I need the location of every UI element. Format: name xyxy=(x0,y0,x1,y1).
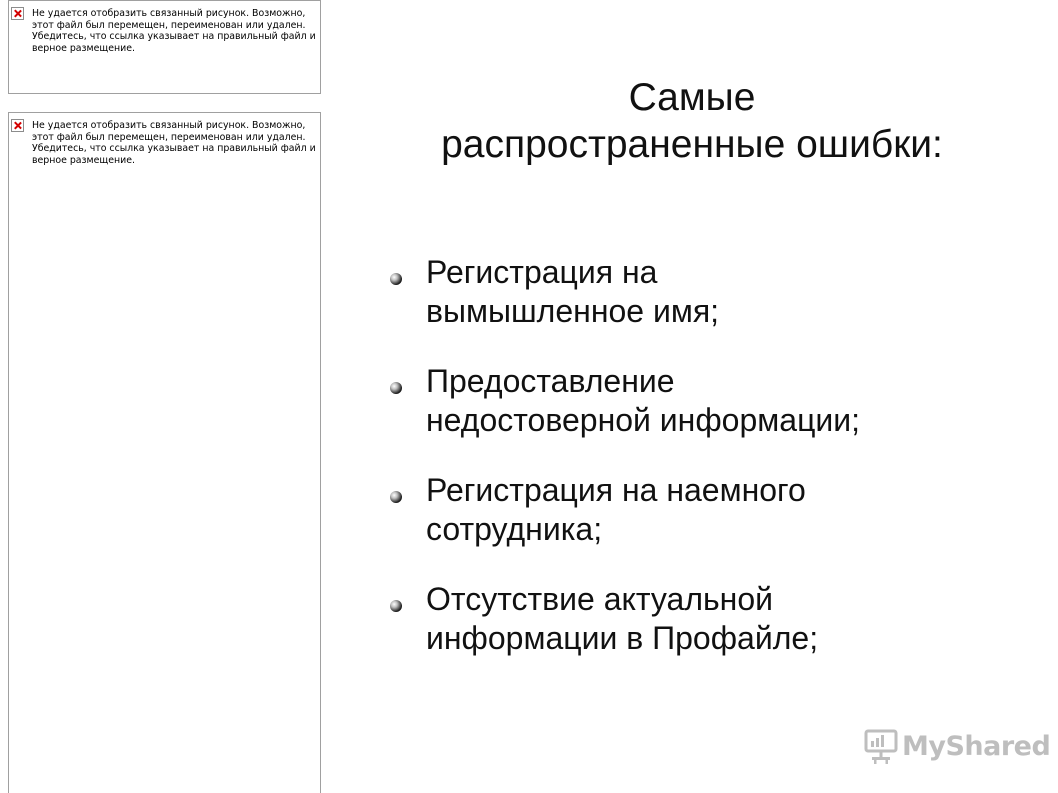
broken-image-placeholder xyxy=(8,0,321,94)
bullet-icon xyxy=(390,273,402,285)
broken-image-icon xyxy=(11,119,24,132)
bullet-text-line: Предоставление xyxy=(426,363,675,399)
placeholder-content xyxy=(11,5,322,54)
bullet-list xyxy=(390,253,1050,689)
watermark-logo xyxy=(864,728,1050,764)
bullet-text-line: Отсутствие актуальной xyxy=(426,581,773,617)
bullet-text-line: информации в Профайле; xyxy=(426,620,819,656)
watermark-text: MyShared xyxy=(902,730,1051,762)
placeholder-message: Не удается отобразить связанный рисунок. Возможно, этот файл был перемещен, переименован или удален. Убедитесь, что ссылка указывает на правильный файл и верное размещение. xyxy=(32,120,316,166)
bullet-text-line: сотрудника; xyxy=(426,511,603,547)
bullet-item xyxy=(390,362,1050,440)
bullet-item xyxy=(390,471,1050,549)
presentation-screen-icon xyxy=(864,728,898,764)
bullet-icon xyxy=(390,491,402,503)
slide-title-line: Самые xyxy=(628,76,756,119)
placeholder-message: Не удается отобразить связанный рисунок. Возможно, этот файл был перемещен, переименован или удален. Убедитесь, что ссылка указывает на правильный файл и верное размещение. xyxy=(32,8,316,54)
bullet-icon xyxy=(390,600,402,612)
bullet-text-line: Регистрация на наемного xyxy=(426,472,806,508)
bullet-icon xyxy=(390,382,402,394)
bullet-text-line: вымышленное имя; xyxy=(426,293,720,329)
bullet-text-line: недостоверной информации; xyxy=(426,402,861,438)
bullet-item xyxy=(390,253,1050,331)
placeholder-content xyxy=(11,117,322,166)
broken-image-placeholder xyxy=(8,112,321,793)
slide-title xyxy=(330,74,1054,168)
bullet-text-line: Регистрация на xyxy=(426,254,658,290)
bullet-item xyxy=(390,580,1050,658)
slide-title-line: распространенные ошибки: xyxy=(441,123,943,166)
broken-image-icon xyxy=(11,7,24,20)
